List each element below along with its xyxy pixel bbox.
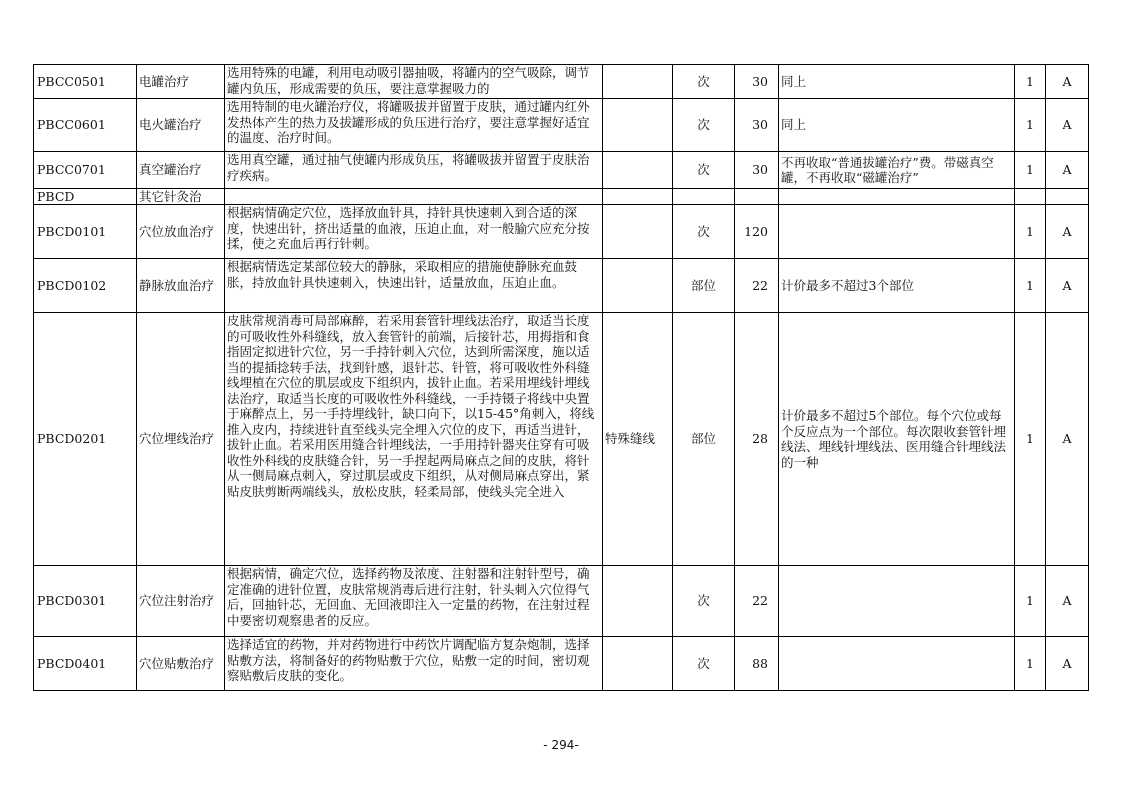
flag-cell [1015,189,1046,205]
item-code-text: PBCC0601 [37,117,106,133]
grade-text: A [1062,73,1072,89]
flag-cell [1015,152,1046,189]
item-code-cell [34,65,137,99]
grade-text: A [1062,117,1072,133]
grade-text: A [1062,593,1072,609]
item-content-text: 皮肤常规消毒可局部麻醉，若采用套管针埋线法治疗，取适当长度的可吸收性外科缝线，放入套管针的前端，后接针芯，用拇指和食指固定拟进针穴位，另一手持针刺入穴位，达到所需深度，施以适当的提插捻转手法，找到针感，退针芯、针管，将可吸收性外科缝线埋植在穴位的肌层或皮下组织内，拔针止血。若采用埋线针埋线法治疗，取适当长度的可吸收性外科缝线，一手持镊子将线中央置于麻醉点上，另一手持埋线针，缺口向下，以15-45°角刺入，将线推入皮内，持续进针直至线头完全埋入穴位的皮下，再适当进针，拔针止血。若采用医用缝合针埋线法，一手用持针器夹住穿有可吸收性外科线的皮肤缝合针，另一手捏起两局麻点之间的皮肤，将针从一侧局麻点刺入，穿过肌层或皮下组织，从对侧局麻点穿出，紧贴皮肤剪断两端线头，放松皮肤，轻柔局部，使线头完全进入 [227,313,595,499]
price-text: 22 [752,593,768,609]
price-cell [735,313,779,566]
item-name-cell [137,152,225,189]
item-content-text: 根据病情，确定穴位，选择药物及浓度、注射器和注射针型号，确定准确的进针位置，皮肤常规消毒后进行注射，针头刺入穴位得气后，回抽针芯，无回血、无回液即注入一定量的药物，在注射过程中要密切观察患者的反应。 [227,566,590,628]
grade-text: A [1062,162,1072,178]
grade-text: A [1062,655,1072,671]
item-code-text: PBCD0102 [37,277,107,293]
price-cell [735,189,779,205]
item-content-cell [225,189,603,205]
notes-cell [779,313,1015,566]
item-name-text: 穴位注射治疗 [139,593,215,609]
grade-cell [1046,259,1089,313]
flag-cell [1015,99,1046,152]
notes-cell [779,152,1015,189]
price-cell [735,99,779,152]
unit-text: 次 [697,593,710,609]
item-code-text: PBCD0101 [37,223,107,239]
table-row [34,99,1089,152]
fee-table-body [34,65,1089,691]
table-row [34,259,1089,313]
unit-cell [673,99,735,152]
grade-cell [1046,313,1089,566]
item-code-cell [34,189,137,205]
price-text: 30 [752,117,768,133]
unit-cell [673,189,735,205]
excluded-items-cell [603,65,673,99]
item-code-cell [34,205,137,259]
item-name-cell [137,313,225,566]
table-row [34,152,1089,189]
notes-text: 同上 [781,117,807,133]
excluded-items-cell [603,313,673,566]
unit-cell [673,637,735,691]
price-text: 30 [752,73,768,89]
notes-cell [779,99,1015,152]
grade-cell [1046,99,1089,152]
excluded-items-cell [603,259,673,313]
item-name-cell [137,259,225,313]
excluded-items-cell [603,189,673,205]
item-name-cell [137,205,225,259]
table-row [34,637,1089,691]
item-content-cell [225,99,603,152]
flag-cell [1015,566,1046,637]
notes-text: 计价最多不超过3个部位 [781,277,914,293]
table-row [34,566,1089,637]
excluded-items-cell [603,99,673,152]
item-code-text: PBCC0501 [37,73,106,89]
grade-text: A [1062,431,1072,447]
flag-text: 1 [1026,117,1034,133]
item-code-text: PBCD0301 [37,593,107,609]
price-text: 88 [752,655,768,671]
item-content-cell [225,259,603,313]
item-code-text: PBCD0401 [37,655,107,671]
item-name-text: 穴位贴敷治疗 [139,655,215,671]
flag-text: 1 [1026,593,1034,609]
unit-cell [673,65,735,99]
flag-cell [1015,65,1046,99]
table-row [34,205,1089,259]
item-name-text: 电火罐治疗 [139,117,202,133]
unit-cell [673,313,735,566]
item-content-text: 选择适宜的药物，并对药物进行中药饮片调配临方复杂炮制，选择贴敷方法，将制备好的药物贴敷于穴位，贴敷一定的时间，密切观察贴敷后皮肤的变化。 [227,637,590,683]
notes-text: 同上 [781,73,807,89]
grade-cell [1046,637,1089,691]
price-cell [735,152,779,189]
item-content-cell [225,313,603,566]
flag-cell [1015,637,1046,691]
table-row [34,189,1089,205]
item-name-cell [137,637,225,691]
item-code-cell [34,566,137,637]
grade-text: A [1062,277,1072,293]
flag-text: 1 [1026,655,1034,671]
excluded-items-cell [603,152,673,189]
item-name-text: 其它针灸治 [139,189,202,204]
flag-cell [1015,259,1046,313]
excluded-items-text: 特殊缝线 [605,431,656,447]
flag-text: 1 [1026,162,1034,178]
item-code-cell [34,637,137,691]
price-text: 120 [744,223,768,239]
flag-text: 1 [1026,73,1034,89]
item-name-text: 穴位埋线治疗 [139,431,215,447]
item-content-cell [225,65,603,99]
page-number: - 294- [543,738,579,752]
grade-cell [1046,566,1089,637]
item-content-text: 选用特制的电火罐治疗仪，将罐吸拔并留置于皮肤，通过罐内红外发热体产生的热力及拔罐形成的负压进行治疗，要注意掌握好适宜的温度、治疗时间。 [227,99,590,145]
grade-cell [1046,189,1089,205]
flag-text: 1 [1026,223,1034,239]
item-name-text: 静脉放血治疗 [139,277,215,293]
flag-text: 1 [1026,277,1034,293]
grade-cell [1046,152,1089,189]
item-code-text: PBCD [37,189,75,204]
price-text: 30 [752,162,768,178]
item-content-text: 根据病情选定某部位较大的静脉，采取相应的措施使静脉充血鼓胀，持放血针具快速刺入，快速出针，适量放血，压迫止血。 [227,259,578,290]
grade-text: A [1062,223,1072,239]
notes-cell [779,566,1015,637]
flag-cell [1015,205,1046,259]
price-cell [735,637,779,691]
item-name-cell [137,189,225,205]
item-code-cell [34,313,137,566]
price-cell [735,205,779,259]
item-code-cell [34,259,137,313]
fee-table [33,64,1089,691]
notes-cell [779,205,1015,259]
unit-text: 次 [697,655,710,671]
unit-cell [673,205,735,259]
price-text: 28 [752,431,768,447]
flag-cell [1015,313,1046,566]
table-row [34,65,1089,99]
notes-cell [779,637,1015,691]
item-name-text: 真空罐治疗 [139,162,202,178]
item-name-cell [137,65,225,99]
unit-cell [673,152,735,189]
item-content-text: 选用特殊的电罐，利用电动吸引器抽吸，将罐内的空气吸除，调节罐内负压，形成需要的负压，要注意掌握吸力的 [227,65,590,96]
price-text: 22 [752,277,768,293]
unit-text: 部位 [690,277,716,293]
price-cell [735,259,779,313]
item-content-text: 根据病情确定穴位，选择放血针具，持针具快速刺入到合适的深度，快速出针，挤出适量的血液，压迫止血，对一般腧穴应充分按揉，使之充血后再行针刺。 [227,205,590,251]
price-cell [735,566,779,637]
unit-text: 次 [697,73,710,89]
grade-cell [1046,65,1089,99]
excluded-items-cell [603,566,673,637]
flag-text: 1 [1026,431,1034,447]
table-row [34,313,1089,566]
unit-text: 次 [697,117,710,133]
item-name-cell [137,566,225,637]
excluded-items-cell [603,205,673,259]
item-name-cell [137,99,225,152]
notes-cell [779,189,1015,205]
item-name-text: 电罐治疗 [139,73,190,89]
item-content-text: 选用真空罐，通过抽气使罐内形成负压，将罐吸拔并留置于皮肤治疗疾病。 [227,152,590,183]
item-name-text: 穴位放血治疗 [139,223,215,239]
item-code-cell [34,152,137,189]
unit-text: 部位 [690,431,716,447]
unit-text: 次 [697,162,710,178]
item-content-cell [225,637,603,691]
item-content-cell [225,152,603,189]
item-code-cell [34,99,137,152]
grade-cell [1046,205,1089,259]
unit-cell [673,259,735,313]
unit-cell [673,566,735,637]
notes-text: 不再收取“普通拔罐治疗”费。带磁真空罐，不再收取“磁罐治疗” [781,154,994,185]
notes-cell [779,259,1015,313]
excluded-items-cell [603,637,673,691]
notes-cell [779,65,1015,99]
item-content-cell [225,566,603,637]
price-cell [735,65,779,99]
item-code-text: PBCC0701 [37,162,106,178]
unit-text: 次 [697,223,710,239]
item-content-cell [225,205,603,259]
notes-text: 计价最多不超过5个部位。每个穴位或每个反应点为一个部位。每次限收套管针埋线法、埋线针埋线法、医用缝合针埋线法的一种 [781,408,1007,470]
item-code-text: PBCD0201 [37,431,107,447]
